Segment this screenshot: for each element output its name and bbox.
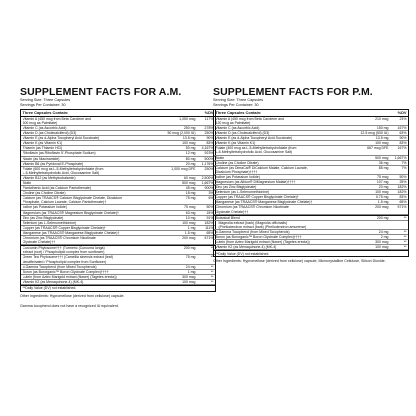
nutrient-row <box>214 221 408 230</box>
pm-dv-footnote: **Daily Value (DV) not established. <box>214 250 408 256</box>
nutrient-amount: 1,000 mcg DFE <box>171 166 196 171</box>
am-table-header <box>21 110 215 117</box>
am-servings-per-container: Servings Per Container: 30 <box>20 102 66 107</box>
nutrient-dv: 91% <box>206 215 214 220</box>
nutrient-amount: 200 mcg <box>182 236 196 241</box>
nutrient-dv: 2,500% <box>201 175 214 180</box>
nutrient-name: Botanical Blend <box>215 215 240 220</box>
nutrient-name: Vitamin B6 (as Pyridoxal 5'-Phosphate) <box>22 161 84 166</box>
nutrient-name: Magnesium (as Albion® DiMagnesium Malate)†††† <box>215 180 296 184</box>
pm-other-ingredients: Other Ingredients: Hypromellose (derived from cellulose) capsule, Microcrystalline Cellulose, Silicon Dioxide. <box>213 259 386 264</box>
nutrient-name: Calcium (as DimaCal® DiCalcium Malate, Calcium Laurate, Dicalcium Phosphate)†††† <box>215 165 308 174</box>
nutrient-amount: 500 mcg <box>182 181 196 185</box>
nutrient-name: Riboflavin (as Riboflavin 5'-Phosphate Sodium) <box>22 151 96 156</box>
nutrient-dv: 65% <box>206 230 214 235</box>
nutrient-amount: 12.5 mcg (500 IU) <box>360 131 389 136</box>
nutrient-name: Vitamin A (450 mcg from Beta Carotene and 120 mcg as Palmitate) <box>215 116 284 125</box>
nutrient-dv: 111% <box>205 225 214 230</box>
nutrient-row <box>214 117 408 126</box>
nutrient-amount <box>353 221 389 229</box>
nutrient-dv: 900% <box>204 186 214 191</box>
nutrient-row <box>21 236 215 245</box>
nutrient-amount: 75 mcg <box>184 205 196 210</box>
nutrient-name: Vitamin B12 (as Methylcobalamin) <box>22 175 76 180</box>
nutrient-name: d-Gamma Tocopherol (from Mixed Tocopherols) <box>215 229 290 234</box>
nutrient-name: Vitamin E (as d-Alpha Tocopheryl Acid Succinate) <box>22 136 100 141</box>
am-facts-title: SUPPLEMENT FACTS FOR A.M. <box>20 86 182 98</box>
nutrient-amount: 1.5 mg <box>377 200 389 205</box>
gamma-tocopherol-note: Gamma tocopherol does not have a recognized IU equivalent. <box>20 303 119 308</box>
nutrient-dv: 63% <box>399 131 407 136</box>
nutrient-name: Chromium (as TRAACS® Chromium Nicotinate Glycinate Chelate)†† <box>215 205 289 214</box>
nutrient-amount: 50 mcg (2,000 IU) <box>167 131 196 136</box>
nutrient-dv: ** <box>210 255 214 260</box>
nutrient-amount: 75 mcg <box>377 174 389 179</box>
nutrient-amount: 60 mcg <box>184 175 196 180</box>
nutrient-name: Magnesium (as TRAACS® Magnesium Bisglycinate Chelate)† <box>22 210 119 215</box>
nutrient-row <box>21 117 215 126</box>
nutrient-dv: 500% <box>204 156 214 161</box>
pm-nutrient-rows <box>214 117 408 251</box>
nutrient-amount: 300 mcg <box>182 274 196 279</box>
nutrient-name: Vitamin K (as Vitamin K1) <box>22 141 63 146</box>
nutrient-name: Vitamin E (as d-Alpha Tocopheryl Acid Succinate) <box>215 136 293 141</box>
am-serving-size: Serving Size: Three Capsules <box>20 98 71 102</box>
nutrient-dv: 90% <box>206 136 214 141</box>
nutrient-row <box>214 205 408 214</box>
nutrient-row <box>21 255 215 264</box>
nutrient-amount: 100 mcg <box>182 279 196 284</box>
nutrient-name: Iodine (as Potassium Iodide) <box>22 205 67 210</box>
nutrient-name: Manganese (as TRAACS® Manganese Bisglycinate Chelate)† <box>215 200 313 205</box>
nutrient-dv: 6% <box>208 196 214 201</box>
nutrient-dv: 278% <box>204 125 214 130</box>
nutrient-name: Green Tea Phytosome††† (Camellia sinensis extract (leaf) decaffeinated / Phospholipid complex from Sunflower) <box>22 255 113 264</box>
am-other-ingredients: Other Ingredients: Hypromellose (derived from cellulose) capsule. <box>20 293 125 298</box>
nutrient-name: Vitamin K (as Vitamin K1) <box>215 141 256 146</box>
nutrient-name: Vitamin K2 (as Menaquinone-4) (MK-4) <box>22 279 84 284</box>
nutrient-dv: 65% <box>399 200 407 205</box>
nutrient-amount: 13.5 mg <box>182 136 196 141</box>
nutrient-name: Copper (as TRAACS® Copper Bisglycinate Chelate)† <box>215 195 299 200</box>
nutrient-row <box>214 166 408 175</box>
nutrient-dv: 50% <box>399 174 407 179</box>
nutrient-dv: 83% <box>399 195 407 200</box>
nutrient-amount: 80 mg <box>185 156 196 161</box>
nutrient-name: Folate (400 mcg as L-5-Methyltetrahydrofolate (from L-5-Methyltetrahydrofolic Acid, Glucosamine Salt) <box>215 146 297 155</box>
nutrient-name: Selenium (as L-Selenomethionine) <box>22 220 77 225</box>
nutrient-dv: ** <box>403 235 407 240</box>
nutrient-name: Zinc (as Zinc Bisglycinate) <box>22 215 64 220</box>
nutrient-amount: 150 mg <box>376 125 389 130</box>
nutrient-dv: 923% <box>204 151 214 156</box>
nutrient-amount: 100 mcg <box>375 141 389 146</box>
nutrient-dv: ** <box>210 264 214 269</box>
nutrient-name: Boron (as Bororganic™ Boron Glycinate Complex)†††† <box>215 235 302 240</box>
nutrient-name: Boron (as Bororganic™ Boron Glycinate Complex)†††† <box>22 269 109 274</box>
nutrient-dv: 250% <box>204 131 214 136</box>
nutrient-amount: 75 mg <box>185 255 196 260</box>
nutrient-dv: 83% <box>399 141 407 146</box>
nutrient-dv: 15% <box>206 210 214 215</box>
nutrient-amount: 1.5 mg <box>184 230 196 235</box>
nutrient-amount: 20 mg <box>378 185 389 190</box>
pm-servings-per-container: Servings Per Container: 30 <box>213 102 259 107</box>
nutrient-dv: ** <box>210 246 214 251</box>
nutrient-dv: 25% <box>399 180 407 184</box>
nutrient-dv: 3% <box>208 191 214 196</box>
nutrient-amount: 75 mg <box>185 196 196 201</box>
nutrient-dv: 167% <box>397 146 407 151</box>
nutrient-dv: 117% <box>204 116 214 121</box>
nutrient-dv: 50% <box>206 205 214 210</box>
pm-amount-header: Three Capsules Contain: <box>215 110 262 116</box>
nutrient-row <box>21 167 215 176</box>
nutrient-dv: 4,167% <box>201 146 214 151</box>
nutrient-dv: 571% <box>204 236 214 241</box>
nutrient-dv: 83% <box>206 141 214 146</box>
nutrient-name: Vitamin A (450 mcg from Beta Carotene and 600 mcg as Palmitate) <box>22 116 91 125</box>
nutrient-amount: 13.5 mg <box>375 136 389 141</box>
nutrient-name: Folate (600 mcg as L-5-Methyltetrahydrofolate (from L-5-Methyltetrahydrofolic Acid, Glucosamine Salt) <box>22 166 104 175</box>
nutrient-dv: ** <box>403 240 407 245</box>
nutrient-amount: 200 mg <box>376 215 389 220</box>
nutrient-row <box>21 245 215 255</box>
nutrient-amount: 10 mg <box>185 215 196 220</box>
nutrient-dv: ** <box>403 229 407 234</box>
nutrient-name: Vitamin K2 (as Menaquinone-4) (MK-4) <box>215 245 277 250</box>
am-dv-header: %DV <box>204 110 214 116</box>
nutrient-amount: 24 mg <box>378 229 389 234</box>
nutrient-name: Magnolia extract (bark) (Magnolia officinalis) (Phellodendron extract (bark) (Phellodendron amurense) <box>218 220 307 229</box>
pm-facts-table <box>213 109 409 258</box>
am-nutrient-rows <box>21 117 215 285</box>
nutrient-dv <box>389 221 407 229</box>
nutrient-dv: 167% <box>397 125 407 130</box>
nutrient-name: Choline (as Choline Citrate) <box>215 160 259 165</box>
nutrient-amount: 85 mg <box>378 165 389 170</box>
nutrient-amount: 107 mg <box>376 180 389 184</box>
nutrient-amount: 100 mcg <box>375 245 389 250</box>
nutrient-name: Chromium (as TRAACS® Chromium Nicotinate Glycinate Chelate)†† <box>22 236 96 245</box>
nutrient-dv: 571% <box>397 205 407 210</box>
nutrient-amount: 18 mg <box>185 191 196 196</box>
nutrient-name: Pantothenic Acid (as Calcium Pantothenate) <box>22 186 91 191</box>
nutrient-name: Biotin <box>215 155 225 160</box>
nutrient-amount: 36 mg <box>378 160 389 165</box>
nutrient-name: Vitamin C (as Ascorbic Acid) <box>22 125 67 130</box>
nutrient-amount: 1,050 mcg <box>179 116 196 121</box>
nutrient-dv: ** <box>210 274 214 279</box>
nutrient-dv: 7% <box>401 165 407 170</box>
nutrient-amount: 200 mcg <box>375 205 389 210</box>
nutrient-dv: 23% <box>399 116 407 121</box>
pm-serving-size: Serving Size: Three Capsules <box>213 98 264 102</box>
nutrient-dv: 1,667% <box>201 181 214 185</box>
pm-dv-header: %DV <box>397 110 407 116</box>
nutrient-name: Thiamin (as Thiamin HCl) <box>22 146 63 151</box>
nutrient-dv: 7% <box>401 160 407 165</box>
nutrient-dv: ** <box>403 215 407 220</box>
nutrient-name: Lutein (from Aztec Marigold extract (flower) (Tagetes erecta)) <box>215 240 310 245</box>
nutrient-name: Calcium (as TRAACS® Calcium Bisglycinate Chelate, Dicalcium Phosphate, Calcium Laurate, Calcium Pantothenate)† <box>22 196 123 205</box>
nutrient-name: Iodine (as Potassium Iodide) <box>215 174 260 179</box>
nutrient-name: Curcumin Phytosome††† (Turmeric (Curcuma longa) extract (root) / Phospholipid complex from sunflower) <box>22 246 105 255</box>
nutrient-amount: 250 mg <box>183 125 196 130</box>
nutrient-name: Biotin <box>22 181 32 185</box>
nutrient-row <box>214 146 408 155</box>
nutrient-name: d-Gamma Tocopherol (from Mixed Tocopherols) <box>22 264 97 269</box>
nutrient-dv: ** <box>210 269 214 274</box>
nutrient-amount: 100 mcg <box>182 141 196 146</box>
nutrient-amount: 100 mcg <box>375 190 389 195</box>
pm-table-header <box>214 110 408 117</box>
nutrient-name: Selenium (as L-Selenomethionine) <box>215 190 270 195</box>
nutrient-amount: 500 mcg <box>375 155 389 160</box>
nutrient-name: Manganese (as TRAACS® Manganese Bisglycinate Chelate)† <box>22 230 120 235</box>
nutrient-amount: 1 mg <box>187 225 196 230</box>
nutrient-dv: 1,667% <box>394 155 407 160</box>
nutrient-row <box>21 196 215 205</box>
nutrient-name: Choline (as Choline Citrate) <box>22 191 66 196</box>
nutrient-name: Vitamin C (as Ascorbic Acid) <box>215 125 260 130</box>
nutrient-dv: ** <box>210 279 214 284</box>
nutrient-dv: 182% <box>397 190 407 195</box>
nutrient-amount: 300 mcg <box>375 240 389 245</box>
nutrient-amount: 63 mg <box>185 210 196 215</box>
nutrient-amount: 24 mg <box>185 264 196 269</box>
nutrient-name: Zinc (as Zinc Bisglycinate) <box>215 185 257 190</box>
pm-supplement-facts-panel <box>213 87 409 264</box>
nutrient-dv: 182% <box>204 220 214 225</box>
nutrient-amount: 45 mg <box>185 186 196 191</box>
nutrient-amount: 50 mg <box>185 146 196 151</box>
nutrient-name: Vitamin D (as Cholecalciferol) (D3) <box>22 131 77 136</box>
nutrient-name: Copper (as TRAACS® Copper Bisglycinate Chelate)† <box>22 225 106 230</box>
nutrient-dv: 90% <box>399 136 407 141</box>
nutrient-name: Lutein (from Aztec Marigold extract (flower) (Tagetes erecta)) <box>22 274 117 279</box>
nutrient-dv: 1,176% <box>201 161 214 166</box>
nutrient-dv: 250% <box>204 166 214 171</box>
am-amount-header: Three Capsules Contain: <box>22 110 69 116</box>
nutrient-amount: 1 mg <box>187 269 196 274</box>
nutrient-amount: 667 mcg DFE <box>367 146 389 151</box>
nutrient-amount: 0.75 mg <box>375 195 389 200</box>
nutrient-amount: 20 mg <box>185 161 196 166</box>
nutrient-amount: 2 mg <box>380 235 389 240</box>
nutrient-dv: ** <box>403 245 407 250</box>
pm-facts-title: SUPPLEMENT FACTS FOR P.M. <box>213 86 373 98</box>
am-facts-table <box>20 109 216 292</box>
nutrient-amount: 12 mg <box>185 151 196 156</box>
nutrient-name: Niacin (as Niacinamide) <box>22 156 60 161</box>
nutrient-amount: 210 mcg <box>375 116 389 121</box>
am-dv-footnote: **Daily Value (DV) not established. <box>21 285 215 291</box>
nutrient-dv: 182% <box>397 185 407 190</box>
nutrient-amount: 200 mg <box>183 246 196 251</box>
am-supplement-facts-panel <box>20 87 216 299</box>
nutrient-amount: 100 mcg <box>182 220 196 225</box>
nutrient-name: Vitamin D (as Cholecalciferol) (D3) <box>215 131 270 136</box>
